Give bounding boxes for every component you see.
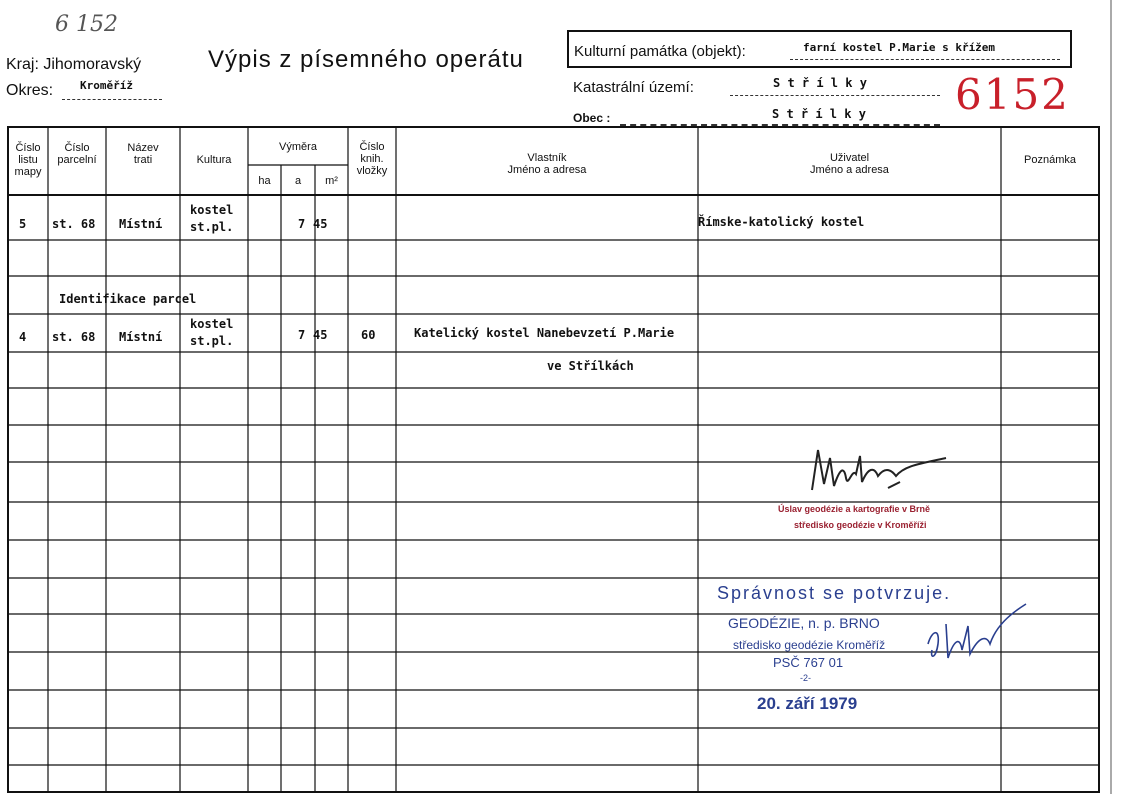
signature-2 <box>920 600 1030 670</box>
col-poznamka: Poznámka <box>1024 154 1076 166</box>
col-a: a <box>294 175 302 187</box>
kraj-label: Kraj: Jihomoravský <box>6 56 142 73</box>
pamatka-label: Kulturní památka (objekt): <box>574 43 746 60</box>
row2-parcela: st. 68 <box>52 330 96 344</box>
col-cislo-listu: Číslo listu mapy <box>14 142 42 178</box>
col-kultura: Kultura <box>196 154 232 166</box>
stamp-blue-line4: PSČ 767 01 <box>773 655 844 670</box>
row1-kultura2: st.pl. <box>190 220 234 234</box>
obec-value: S t ř í l k y <box>772 107 866 121</box>
col-cislo-parcelni: Číslo parcelní <box>57 142 97 166</box>
row2-vlastnik1: Katelický kostel Nanebevzetí P.Marie <box>414 326 675 340</box>
row1-uzivatel: Římske-katolický kostel <box>698 215 865 229</box>
col-ha: ha <box>258 175 271 187</box>
row1-parcela: st. 68 <box>52 217 96 231</box>
col-nazev-trati: Název trati <box>127 142 159 166</box>
stamp-red-line1: Úslav geodézie a kartografie v Brně <box>778 504 931 514</box>
stamp-blue-date: 20. září 1979 <box>757 694 858 713</box>
stamp-blue-line1: Správnost se potvrzuje. <box>717 583 952 603</box>
obec-label: Obec : <box>573 111 611 125</box>
col-vlastnik: Vlastník Jméno a adresa <box>507 152 587 176</box>
col-cislo-knih: Číslo knih. vložky <box>356 141 388 177</box>
handwritten-number: 6 152 <box>55 12 118 37</box>
row2-list: 4 <box>19 330 27 344</box>
okres-label: Okres: <box>6 82 54 99</box>
identifikace-parcel: Identifikace parcel <box>59 292 197 306</box>
row2-kultura2: st.pl. <box>190 334 234 348</box>
row1-kultura1: kostel <box>190 203 234 217</box>
col-uzivatel: Uživatel Jméno a adresa <box>810 152 889 176</box>
okres-value: Kroměříž <box>80 79 133 92</box>
row2-a: 7 <box>298 328 306 342</box>
row2-trat: Místní <box>119 330 163 344</box>
signature-1 <box>800 438 960 508</box>
stamp-red-line2: středisko geodézie v Kroměříži <box>794 520 927 530</box>
red-number: 6152 <box>955 70 1070 119</box>
stamp-blue-line2: GEODÉZIE, n. p. BRNO <box>728 615 880 631</box>
katastralni-value: S t ř í l k y <box>773 76 867 90</box>
col-vymera: Výměra <box>279 141 317 153</box>
pamatka-value: farní kostel P.Marie s křížem <box>803 41 996 54</box>
row1-list: 5 <box>19 217 27 231</box>
katastralni-label: Katastrální území: <box>573 79 694 96</box>
row2-vlastnik2: ve Střílkách <box>547 359 634 373</box>
row1-trat: Místní <box>119 217 163 231</box>
row2-m2: 45 <box>313 328 328 342</box>
col-m2: m² <box>325 175 338 187</box>
row1-a: 7 <box>298 217 306 231</box>
row2-kultura1: kostel <box>190 317 234 331</box>
row1-m2: 45 <box>313 217 328 231</box>
row2-vlozka: 60 <box>361 328 376 342</box>
stamp-blue-line3: středisko geodézie Kroměříž <box>733 638 886 652</box>
page-title: Výpis z písemného operátu <box>208 46 524 73</box>
stamp-blue-line5: -2- <box>800 673 811 683</box>
